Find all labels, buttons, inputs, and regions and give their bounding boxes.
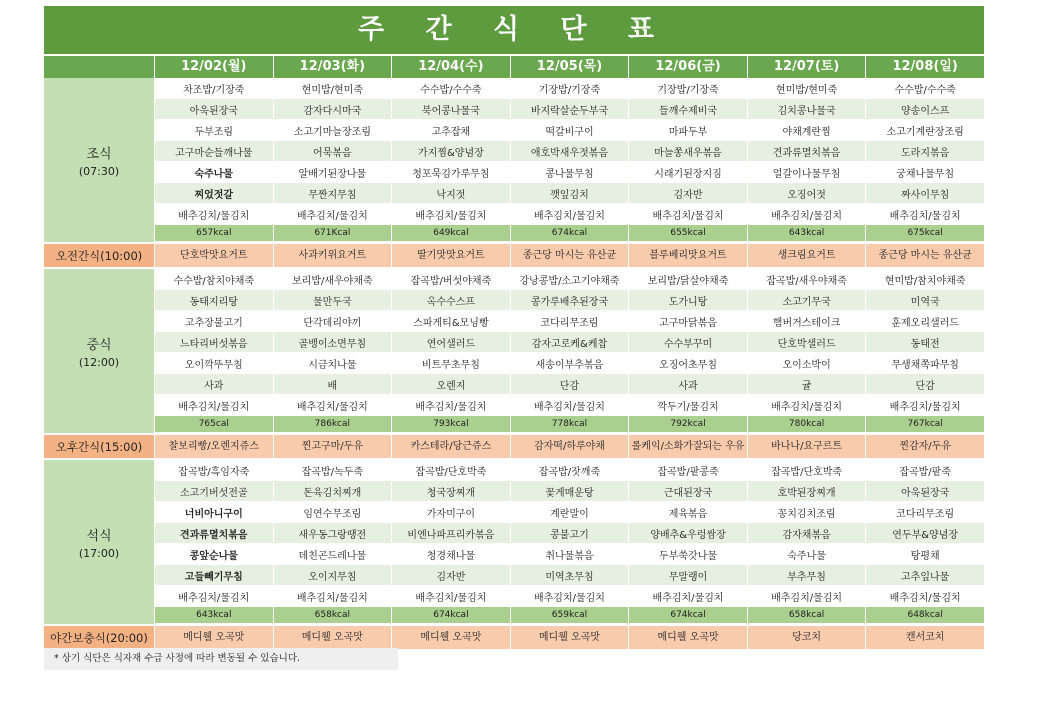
menu-row (154, 332, 984, 353)
calorie-cell: 658kcal (747, 607, 866, 624)
lunch-section (44, 269, 984, 435)
menu-cell: 배추김치/물김치 (273, 395, 392, 416)
menu-cell: 사과 (154, 374, 273, 395)
snack-cell: 롤케익/소화가잘되는 우유 (628, 435, 747, 458)
snack-cell: 블루베리맛요거트 (628, 244, 747, 267)
menu-cell: 잡곡밥/녹두죽 (273, 460, 392, 481)
menu-row (154, 311, 984, 332)
meal-grid (154, 78, 984, 242)
menu-cell: 도라지볶음 (865, 141, 984, 162)
menu-row (154, 269, 984, 290)
day-header: 12/05(목) (510, 56, 629, 78)
menu-cell: 무말랭이 (628, 565, 747, 586)
calorie-cell: 674kcal (510, 225, 629, 242)
calorie-cell: 648kcal (865, 607, 984, 624)
menu-row (154, 204, 984, 225)
menu-cell: 계란말이 (510, 502, 629, 523)
menu-cell: 들깨수제비국 (628, 99, 747, 120)
menu-cell: 배추김치/물김치 (391, 204, 510, 225)
menu-cell: 기장밥/기장죽 (628, 78, 747, 99)
menu-cell: 마파두부 (628, 120, 747, 141)
menu-cell: 시래기된장지짐 (628, 162, 747, 183)
snack-cell: 생크림요거트 (747, 244, 866, 267)
calorie-cell: 674kcal (391, 607, 510, 624)
menu-row (154, 481, 984, 502)
snack-cell: 바나나/요구르트 (747, 435, 866, 458)
menu-cell: 잡곡밥/단호박죽 (747, 460, 866, 481)
menu-cell: 느타리버섯볶음 (154, 332, 273, 353)
menu-cell: 어묵볶음 (273, 141, 392, 162)
menu-cell: 취나물볶음 (510, 544, 629, 565)
menu-row (154, 141, 984, 162)
menu-cell: 배추김치/물김치 (154, 395, 273, 416)
menu-cell: 미역초무침 (510, 565, 629, 586)
menu-cell: 배추김치/물김치 (154, 204, 273, 225)
menu-cell: 고추잎나물 (865, 565, 984, 586)
snack-cell: 딸기맛맛요거트 (391, 244, 510, 267)
menu-cell: 배추김치/물김치 (273, 204, 392, 225)
menu-cell: 돈육김치찌개 (273, 481, 392, 502)
menu-cell: 청경채나물 (391, 544, 510, 565)
menu-cell: 새우동그랑땡전 (273, 523, 392, 544)
meal-name: 조식 (86, 146, 112, 162)
footnote: * 상기 식단은 식자재 수급 사정에 따라 변동될 수 있습니다. (44, 648, 398, 670)
meal-label (44, 269, 154, 433)
menu-cell: 보리밥/새우야채죽 (273, 269, 392, 290)
calorie-cell: 655kcal (628, 225, 747, 242)
menu-cell: 견과류멸치볶음 (154, 523, 273, 544)
menu-cell: 야채계란찜 (747, 120, 866, 141)
meal-grid (154, 269, 984, 433)
menu-cell: 도가니탕 (628, 290, 747, 311)
menu-cell: 김자반 (391, 565, 510, 586)
menu-cell: 수수밥/수수죽 (391, 78, 510, 99)
menu-cell: 콩불고기 (510, 523, 629, 544)
menu-cell: 고추잡채 (391, 120, 510, 141)
meal-name: 석식 (86, 528, 112, 544)
menu-title: 주 간 식 단 표 (44, 6, 984, 54)
menu-cell: 청포묵김가루무침 (391, 162, 510, 183)
menu-cell: 근대된장국 (628, 481, 747, 502)
menu-cell: 코다리무조림 (865, 502, 984, 523)
menu-cell: 연두부&양념장 (865, 523, 984, 544)
menu-cell: 배추김치/물김치 (391, 586, 510, 607)
menu-cell: 배추김치/물김치 (865, 586, 984, 607)
menu-cell: 차조밥/기장죽 (154, 78, 273, 99)
menu-cell: 기장밥/기장죽 (510, 78, 629, 99)
menu-cell: 숙주나물 (747, 544, 866, 565)
menu-cell: 동태지리탕 (154, 290, 273, 311)
menu-cell: 단감 (865, 374, 984, 395)
calorie-cell: 786kcal (273, 416, 392, 433)
calorie-cell: 643kcal (747, 225, 866, 242)
menu-cell: 떡갈비구이 (510, 120, 629, 141)
menu-cell: 단각데리야끼 (273, 311, 392, 332)
menu-cell: 부추무침 (747, 565, 866, 586)
menu-cell: 감자다시마국 (273, 99, 392, 120)
menu-row (154, 183, 984, 204)
menu-cell: 견과류멸치볶음 (747, 141, 866, 162)
calorie-cell: 671Kcal (273, 225, 392, 242)
snack-cell: 메디웰 오곡맛 (391, 626, 510, 649)
menu-cell: 고구마순들깨나물 (154, 141, 273, 162)
calorie-cell: 765cal (154, 416, 273, 433)
menu-cell: 연어샐러드 (391, 332, 510, 353)
menu-cell: 소고기버섯전골 (154, 481, 273, 502)
snack-cell: 감자떡/하루야채 (510, 435, 629, 458)
menu-row (154, 502, 984, 523)
menu-cell: 단호박샐러드 (747, 332, 866, 353)
meal-label (44, 78, 154, 242)
snack-cell: 찐감자/두유 (865, 435, 984, 458)
menu-cell: 무생채쪽파무침 (865, 353, 984, 374)
menu-cell: 꽁치김치조림 (747, 502, 866, 523)
menu-cell: 현미밥/참치야채죽 (865, 269, 984, 290)
day-header: 12/03(화) (273, 56, 392, 78)
calorie-row (154, 416, 984, 433)
menu-cell: 새송이부추볶음 (510, 353, 629, 374)
menu-cell: 현미밥/현미죽 (273, 78, 392, 99)
menu-cell: 배추김치/물김치 (747, 204, 866, 225)
menu-cell: 코다리무조림 (510, 311, 629, 332)
day-header: 12/02(월) (154, 56, 273, 78)
menu-cell: 콩나물무침 (510, 162, 629, 183)
calorie-cell: 643kcal (154, 607, 273, 624)
menu-row (154, 78, 984, 99)
menu-cell: 무짠지무침 (273, 183, 392, 204)
menu-cell: 궁채나물무침 (865, 162, 984, 183)
menu-cell: 애호박새우젓볶음 (510, 141, 629, 162)
menu-row (154, 460, 984, 481)
calorie-cell: 793kcal (391, 416, 510, 433)
menu-cell: 너비아니구이 (154, 502, 273, 523)
menu-cell: 오이소박이 (747, 353, 866, 374)
snack-cell: 종근당 마시는 유산균 (865, 244, 984, 267)
menu-row (154, 586, 984, 607)
menu-cell: 오징어젓 (747, 183, 866, 204)
menu-cell: 양배추&우렁쌈장 (628, 523, 747, 544)
breakfast-section (44, 78, 984, 244)
menu-cell: 북어콩나물국 (391, 99, 510, 120)
menu-cell: 찌었젓갈 (154, 183, 273, 204)
dinner-section (44, 460, 984, 626)
menu-cell: 강낭콩밥/소고기야채죽 (510, 269, 629, 290)
menu-cell: 오이지무침 (273, 565, 392, 586)
menu-cell: 잡곡밥/단호박죽 (391, 460, 510, 481)
menu-cell: 배추김치/물김치 (510, 586, 629, 607)
calorie-cell: 659kcal (510, 607, 629, 624)
snack-label: 오후간식(15:00) (44, 435, 154, 458)
menu-cell: 단감 (510, 374, 629, 395)
calorie-cell: 649kcal (391, 225, 510, 242)
menu-cell: 고추장불고기 (154, 311, 273, 332)
menu-cell: 수수밥/참치야채죽 (154, 269, 273, 290)
menu-cell: 배추김치/물김치 (510, 204, 629, 225)
menu-cell: 가자미구이 (391, 502, 510, 523)
menu-cell: 수수밥/수수죽 (865, 78, 984, 99)
meal-time: (12:00) (78, 355, 120, 369)
snack-label: 야간보충식(20:00) (44, 626, 154, 649)
menu-cell: 배추김치/물김치 (865, 204, 984, 225)
menu-row (154, 374, 984, 395)
snack-cell: 메디웰 오곡맛 (154, 626, 273, 649)
menu-cell: 바지락살순두부국 (510, 99, 629, 120)
menu-cell: 잡곡밥/새우야채죽 (747, 269, 866, 290)
menu-cell: 데친곤드레나물 (273, 544, 392, 565)
menu-cell: 콩가루배추된장국 (510, 290, 629, 311)
calorie-cell: 674kcal (628, 607, 747, 624)
menu-cell: 아욱된장국 (865, 481, 984, 502)
snack-cell: 찐고구마/두유 (273, 435, 392, 458)
menu-cell: 소고기무국 (747, 290, 866, 311)
menu-cell: 배추김치/물김치 (273, 586, 392, 607)
menu-cell: 감자고로케&케찹 (510, 332, 629, 353)
menu-cell: 낙지젓 (391, 183, 510, 204)
menu-cell: 귤 (747, 374, 866, 395)
meal-time: (07:30) (78, 164, 120, 178)
menu-row (154, 99, 984, 120)
menu-cell: 소고기계란장조림 (865, 120, 984, 141)
weekly-menu-sheet (44, 6, 984, 651)
calorie-row (154, 225, 984, 242)
snack-label: 오전간식(10:00) (44, 244, 154, 267)
day-header: 12/08(일) (865, 56, 984, 78)
menu-cell: 잡곡밥/팥죽 (865, 460, 984, 481)
calorie-cell: 780kcal (747, 416, 866, 433)
menu-cell: 얼갈이나물무침 (747, 162, 866, 183)
snack-cell: 캔서코치 (865, 626, 984, 649)
menu-cell: 제육볶음 (628, 502, 747, 523)
menu-cell: 골뱅이소면무침 (273, 332, 392, 353)
calorie-cell: 675kcal (865, 225, 984, 242)
menu-cell: 배 (273, 374, 392, 395)
menu-cell: 두부쑥갓나물 (628, 544, 747, 565)
menu-row (154, 353, 984, 374)
snack-cell: 메디웰 오곡맛 (510, 626, 629, 649)
menu-cell: 햄버거스테이크 (747, 311, 866, 332)
morning-snack-row (44, 244, 984, 269)
menu-cell: 잡곡밥/버섯야채죽 (391, 269, 510, 290)
day-header: 12/06(금) (628, 56, 747, 78)
snack-cell: 종근당 마시는 유산균 (510, 244, 629, 267)
header-corner (44, 56, 154, 78)
menu-cell: 현미밥/현미죽 (747, 78, 866, 99)
menu-row (154, 290, 984, 311)
menu-cell: 가지찜&양념장 (391, 141, 510, 162)
day-header: 12/04(수) (391, 56, 510, 78)
meal-time: (17:00) (78, 546, 120, 560)
calorie-cell: 658kcal (273, 607, 392, 624)
menu-cell: 비트무초무침 (391, 353, 510, 374)
menu-row (154, 565, 984, 586)
menu-cell: 아욱된장국 (154, 99, 273, 120)
menu-cell: 옥수수스프 (391, 290, 510, 311)
menu-cell: 배추김치/물김치 (747, 586, 866, 607)
menu-cell: 물만두국 (273, 290, 392, 311)
calorie-cell: 792kcal (628, 416, 747, 433)
menu-cell: 미역국 (865, 290, 984, 311)
menu-cell: 김치콩나물국 (747, 99, 866, 120)
meal-grid (154, 460, 984, 624)
menu-cell: 잡곡밥/잣깨죽 (510, 460, 629, 481)
meal-name: 중식 (86, 337, 112, 353)
menu-cell: 시금치나물 (273, 353, 392, 374)
menu-cell: 탕평채 (865, 544, 984, 565)
menu-cell: 오이깍뚜무침 (154, 353, 273, 374)
menu-cell: 깍두기/물김치 (628, 395, 747, 416)
menu-cell: 배추김치/물김치 (628, 204, 747, 225)
meal-label (44, 460, 154, 624)
menu-cell: 숙주나물 (154, 162, 273, 183)
menu-cell: 배추김치/물김치 (510, 395, 629, 416)
menu-cell: 잡곡밥/흑임자죽 (154, 460, 273, 481)
menu-cell: 비엔나파프리카볶음 (391, 523, 510, 544)
menu-cell: 오렌지 (391, 374, 510, 395)
menu-row (154, 544, 984, 565)
menu-row (154, 162, 984, 183)
menu-row (154, 120, 984, 141)
menu-cell: 임연수무조림 (273, 502, 392, 523)
menu-cell: 짜사이무침 (865, 183, 984, 204)
menu-row (154, 523, 984, 544)
menu-cell: 두부조림 (154, 120, 273, 141)
snack-cell: 카스테라/당근쥬스 (391, 435, 510, 458)
menu-cell: 청국장찌개 (391, 481, 510, 502)
menu-cell: 사과 (628, 374, 747, 395)
menu-cell: 배추김치/물김치 (391, 395, 510, 416)
menu-cell: 잡곡밥/팥콩죽 (628, 460, 747, 481)
menu-cell: 스파게티&모닝빵 (391, 311, 510, 332)
menu-cell: 배추김치/물김치 (865, 395, 984, 416)
menu-cell: 콩앞순나물 (154, 544, 273, 565)
menu-cell: 고구마닭볶음 (628, 311, 747, 332)
snack-cell: 찰보리빵/오렌지쥬스 (154, 435, 273, 458)
menu-cell: 고들빼기무침 (154, 565, 273, 586)
menu-cell: 소고기마늘장조림 (273, 120, 392, 141)
snack-cell: 단호박맛요거트 (154, 244, 273, 267)
menu-cell: 동태전 (865, 332, 984, 353)
menu-cell: 마늘쫑새우볶음 (628, 141, 747, 162)
snack-cell: 당코치 (747, 626, 866, 649)
menu-cell: 호박된장찌개 (747, 481, 866, 502)
menu-cell: 배추김치/물김치 (747, 395, 866, 416)
menu-cell: 김자반 (628, 183, 747, 204)
menu-cell: 깻잎김치 (510, 183, 629, 204)
calorie-cell: 767kcal (865, 416, 984, 433)
afternoon-snack-row (44, 435, 984, 460)
calorie-cell: 657kcal (154, 225, 273, 242)
menu-cell: 꽃게매운탕 (510, 481, 629, 502)
menu-cell: 수수부꾸미 (628, 332, 747, 353)
snack-cell: 메디웰 오곡맛 (273, 626, 392, 649)
menu-cell: 배추김치/물김치 (154, 586, 273, 607)
menu-cell: 알배기된장나물 (273, 162, 392, 183)
calorie-row (154, 607, 984, 624)
menu-row (154, 395, 984, 416)
menu-cell: 보리밥/닭살야채죽 (628, 269, 747, 290)
menu-cell: 감자채볶음 (747, 523, 866, 544)
day-header-row (44, 56, 984, 78)
snack-cell: 메디웰 오곡맛 (628, 626, 747, 649)
menu-cell: 훈제오리샐러드 (865, 311, 984, 332)
calorie-cell: 778kcal (510, 416, 629, 433)
menu-cell: 배추김치/물김치 (628, 586, 747, 607)
menu-cell: 오징어초무침 (628, 353, 747, 374)
menu-cell: 양송이스프 (865, 99, 984, 120)
snack-cell: 사과키위요거트 (273, 244, 392, 267)
day-header: 12/07(토) (747, 56, 866, 78)
